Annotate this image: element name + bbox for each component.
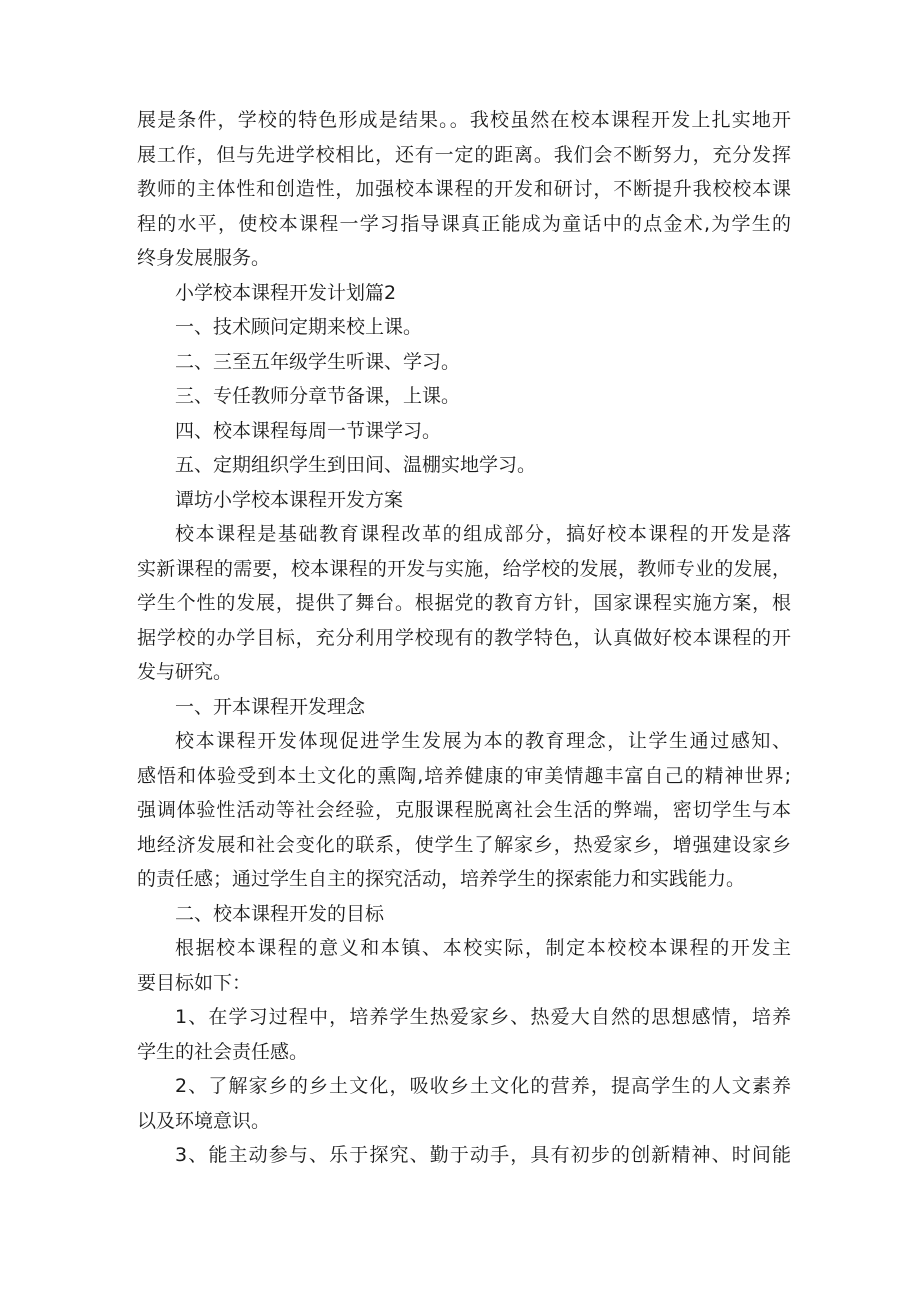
text-line: 地经济发展和社会变化的联系，使学生了解家乡，热爱家乡，增强建设家乡 xyxy=(137,833,791,856)
text-line: 三、专任教师分章节备课，上课。 xyxy=(175,385,461,407)
text-line: 谭坊小学校本课程开发方案 xyxy=(175,488,404,511)
text-line: 学生个性的发展，提供了舞台。根据党的教育方针，国家课程实施方案，根 xyxy=(137,592,791,614)
text-line: 一、开本课程开发理念 xyxy=(175,695,366,718)
text-line: 2、了解家乡的乡土文化，吸收乡土文化的营养，提高学生的人文素养 xyxy=(175,1075,791,1097)
text-line: 发与研究。 xyxy=(137,661,233,683)
text-line: 四、校本课程每周一节课学习。 xyxy=(175,419,442,442)
text-line: 校本课程开发体现促进学生发展为本的教育理念，让学生通过感知、 xyxy=(175,730,791,752)
text-line: 3、能主动参与、乐于探究、勤于动手，具有初步的创新精神、时间能 xyxy=(175,1144,791,1166)
text-line: 校本课程是基础教育课程改革的组成部分，搞好校本课程的开发是落 xyxy=(175,523,791,545)
text-line: 一、技术顾问定期来校上课。 xyxy=(175,316,423,338)
text-line: 据学校的办学目标，充分利用学校现有的教学特色，认真做好校本课程的开 xyxy=(137,626,791,649)
text-line: 强调体验性活动等社会经验，克服课程脱离社会生活的弊端，密切学生与本 xyxy=(137,799,791,821)
text-line: 以及环境意识。 xyxy=(137,1109,271,1132)
text-line: 根据校本课程的意义和本镇、本校实际，制定本校校本课程的开发主 xyxy=(175,937,791,959)
text-line: 展是条件，学校的特色形成是结果。。我校虽然在校本课程开发上扎实地开 xyxy=(137,109,791,131)
text-line: 感悟和体验受到本土文化的熏陶,培养健康的审美情趣丰富自己的精神世界; xyxy=(137,764,791,787)
text-line: 1、在学习过程中，培养学生热爱家乡、热爱大自然的思想感情，培养 xyxy=(175,1006,791,1028)
text-line: 二、三至五年级学生听课、学习。 xyxy=(175,350,461,373)
text-line: 学生的社会责任感。 xyxy=(137,1040,309,1063)
text-line: 展工作，但与先进学校相比，还有一定的距离。我们会不断努力，充分发挥 xyxy=(137,143,791,166)
text-line: 要目标如下： xyxy=(137,971,252,994)
text-line: 小学校本课程开发计划篇2 xyxy=(175,281,397,304)
text-line: 程的水平，使校本课程一学习指导课真正能成为童话中的点金术,为学生的 xyxy=(137,212,791,235)
text-line: 五、定期组织学生到田间、温棚实地学习。 xyxy=(175,454,537,476)
document-body xyxy=(137,103,791,1173)
text-line: 二、校本课程开发的目标 xyxy=(175,902,385,925)
text-line: 实新课程的需要，校本课程的开发与实施，给学校的发展，教师专业的发展， xyxy=(137,557,791,580)
text-line: 终身发展服务。 xyxy=(137,247,271,269)
text-line: 的责任感；通过学生自主的探究活动，培养学生的探索能力和实践能力。 xyxy=(137,868,746,890)
text-line: 教师的主体性和创造性，加强校本课程的开发和研讨，不断提升我校校本课 xyxy=(137,178,791,200)
